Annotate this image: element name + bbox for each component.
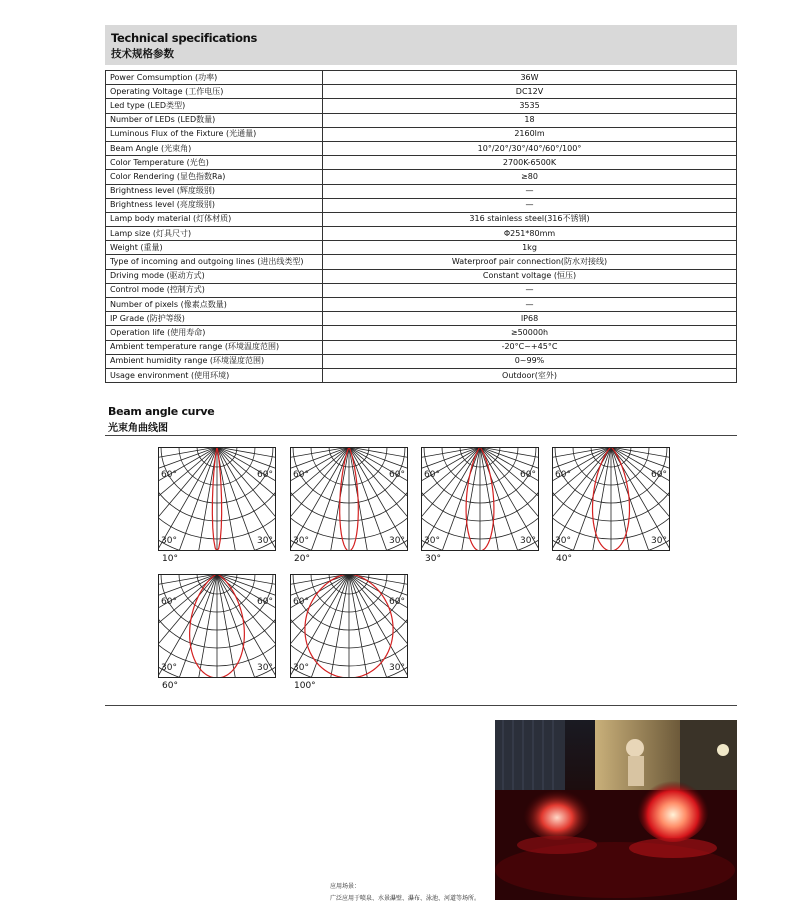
spec-row (106, 283, 737, 297)
spec-label: Brightness level (亮度级别) (106, 198, 323, 212)
section-divider (105, 435, 737, 436)
grid-angle-label: 60° (389, 597, 405, 607)
grid-angle-label: 60° (651, 470, 667, 480)
spec-label: Type of incoming and outgoing lines (进出线类型) (106, 255, 323, 269)
spec-row (106, 212, 737, 226)
spec-label: Weight (重量) (106, 241, 323, 255)
polar-grid (290, 447, 408, 551)
spec-value: Outdoor(室外) (323, 368, 737, 382)
beam-diagram-label: 30° (425, 554, 441, 564)
beam-diagram (290, 447, 408, 551)
spec-label: Ambient humidity range (环境湿度范围) (106, 354, 323, 368)
spec-value: 0~99% (323, 354, 737, 368)
spec-label: Luminous Flux of the Fixture (光通量) (106, 127, 323, 141)
grid-angle-label: 60° (257, 597, 273, 607)
spec-row (106, 156, 737, 170)
spec-value: Waterproof pair connection(防水对接线) (323, 255, 737, 269)
spec-label: Brightness level (辉度级别) (106, 184, 323, 198)
spec-row (106, 141, 737, 155)
spec-row (106, 255, 737, 269)
grid-angle-label: 60° (161, 470, 177, 480)
grid-angle-label: 30° (257, 663, 273, 673)
spec-value: 3535 (323, 99, 737, 113)
polar-grid (421, 447, 539, 551)
spec-value: -20°C~+45°C (323, 340, 737, 354)
spec-title-en: Technical specifications (111, 31, 258, 45)
spec-label: Operating Voltage (工作电压) (106, 85, 323, 99)
spec-value: ≥50000h (323, 326, 737, 340)
spec-row (106, 184, 737, 198)
spec-label: Control mode (控制方式) (106, 283, 323, 297)
application-caption-title: 应用场景： (330, 883, 361, 890)
application-photo (495, 720, 737, 900)
polar-grid (158, 447, 276, 551)
grid-angle-label: 30° (161, 663, 177, 673)
spec-label: Color Temperature (光色) (106, 156, 323, 170)
spec-row (106, 241, 737, 255)
spec-value: — (323, 198, 737, 212)
grid-angle-label: 60° (555, 470, 571, 480)
grid-angle-label: 60° (520, 470, 536, 480)
grid-angle-label: 30° (293, 663, 309, 673)
spec-row (106, 326, 737, 340)
spec-row (106, 198, 737, 212)
beam-diagram-label: 10° (162, 554, 178, 564)
spec-header-band (105, 25, 737, 65)
beam-diagram (421, 447, 539, 551)
spec-label: Lamp size (灯具尺寸) (106, 227, 323, 241)
polar-grid (290, 574, 408, 678)
spec-label: Number of LEDs (LED数量) (106, 113, 323, 127)
beam-diagram (552, 447, 670, 551)
spec-row (106, 298, 737, 312)
grid-angle-label: 30° (257, 536, 273, 546)
grid-angle-label: 30° (555, 536, 571, 546)
spec-label: Led type (LED类型) (106, 99, 323, 113)
application-caption-text: 广泛应用于喷泉、水景瀑壁、瀑布、泳池、河道等场所。 (330, 895, 481, 902)
spec-label: Power Comsumption (功率) (106, 71, 323, 85)
spec-value: 18 (323, 113, 737, 127)
beam-diagram (290, 574, 408, 678)
beam-section-title-cn: 光束角曲线图 (108, 423, 168, 434)
grid-angle-label: 60° (293, 597, 309, 607)
spec-value: 1kg (323, 241, 737, 255)
spec-value: Φ251*80mm (323, 227, 737, 241)
spec-row (106, 269, 737, 283)
spec-row (106, 99, 737, 113)
grid-angle-label: 30° (161, 536, 177, 546)
spec-value: 10°/20°/30°/40°/60°/100° (323, 141, 737, 155)
spec-row (106, 340, 737, 354)
spec-row (106, 170, 737, 184)
beam-diagram (158, 447, 276, 551)
spec-label: Number of pixels (像素点数量) (106, 298, 323, 312)
spec-table (105, 70, 737, 383)
spec-label: Beam Angle (光束角) (106, 141, 323, 155)
grid-angle-label: 30° (651, 536, 667, 546)
grid-angle-label: 60° (389, 470, 405, 480)
spec-value: — (323, 184, 737, 198)
grid-angle-label: 30° (389, 536, 405, 546)
spec-label: Operation life (使用寿命) (106, 326, 323, 340)
spec-row (106, 127, 737, 141)
polar-grid (158, 574, 276, 678)
spec-row (106, 354, 737, 368)
grid-angle-label: 60° (293, 470, 309, 480)
spec-value: 36W (323, 71, 737, 85)
spec-label: Color Rendering (显色指数Ra) (106, 170, 323, 184)
grid-angle-label: 60° (161, 597, 177, 607)
grid-angle-label: 30° (389, 663, 405, 673)
spec-value: IP68 (323, 312, 737, 326)
spec-label: Lamp body material (灯体材质) (106, 212, 323, 226)
spec-row (106, 227, 737, 241)
spec-label: Ambient temperature range (环境温度范围) (106, 340, 323, 354)
spec-value: 2700K-6500K (323, 156, 737, 170)
fountain-scene-image (495, 720, 737, 900)
grid-angle-label: 60° (424, 470, 440, 480)
beam-diagram (158, 574, 276, 678)
spec-row (106, 113, 737, 127)
spec-label: Driving mode (驱动方式) (106, 269, 323, 283)
spec-row (106, 71, 737, 85)
spec-row (106, 312, 737, 326)
beam-diagram-label: 60° (162, 681, 178, 691)
spec-label: IP Grade (防护等级) (106, 312, 323, 326)
polar-grid (552, 447, 670, 551)
beam-diagram-label: 40° (556, 554, 572, 564)
spec-value: DC12V (323, 85, 737, 99)
grid-angle-label: 30° (293, 536, 309, 546)
spec-value: ≥80 (323, 170, 737, 184)
grid-angle-label: 30° (520, 536, 536, 546)
beam-diagram-label: 100° (294, 681, 316, 691)
section-divider-bottom (105, 705, 737, 706)
beam-section-title-en: Beam angle curve (108, 405, 215, 418)
beam-diagram-label: 20° (294, 554, 310, 564)
grid-angle-label: 60° (257, 470, 273, 480)
spec-title-cn: 技术规格参数 (111, 48, 174, 60)
spec-value: — (323, 298, 737, 312)
spec-value: 316 stainless steel(316不锈钢) (323, 212, 737, 226)
spec-label: Usage environment (使用环境) (106, 368, 323, 382)
spec-value: — (323, 283, 737, 297)
spec-value: 2160lm (323, 127, 737, 141)
grid-angle-label: 30° (424, 536, 440, 546)
spec-value: Constant voltage (恒压) (323, 269, 737, 283)
spec-row (106, 85, 737, 99)
spec-row (106, 368, 737, 382)
